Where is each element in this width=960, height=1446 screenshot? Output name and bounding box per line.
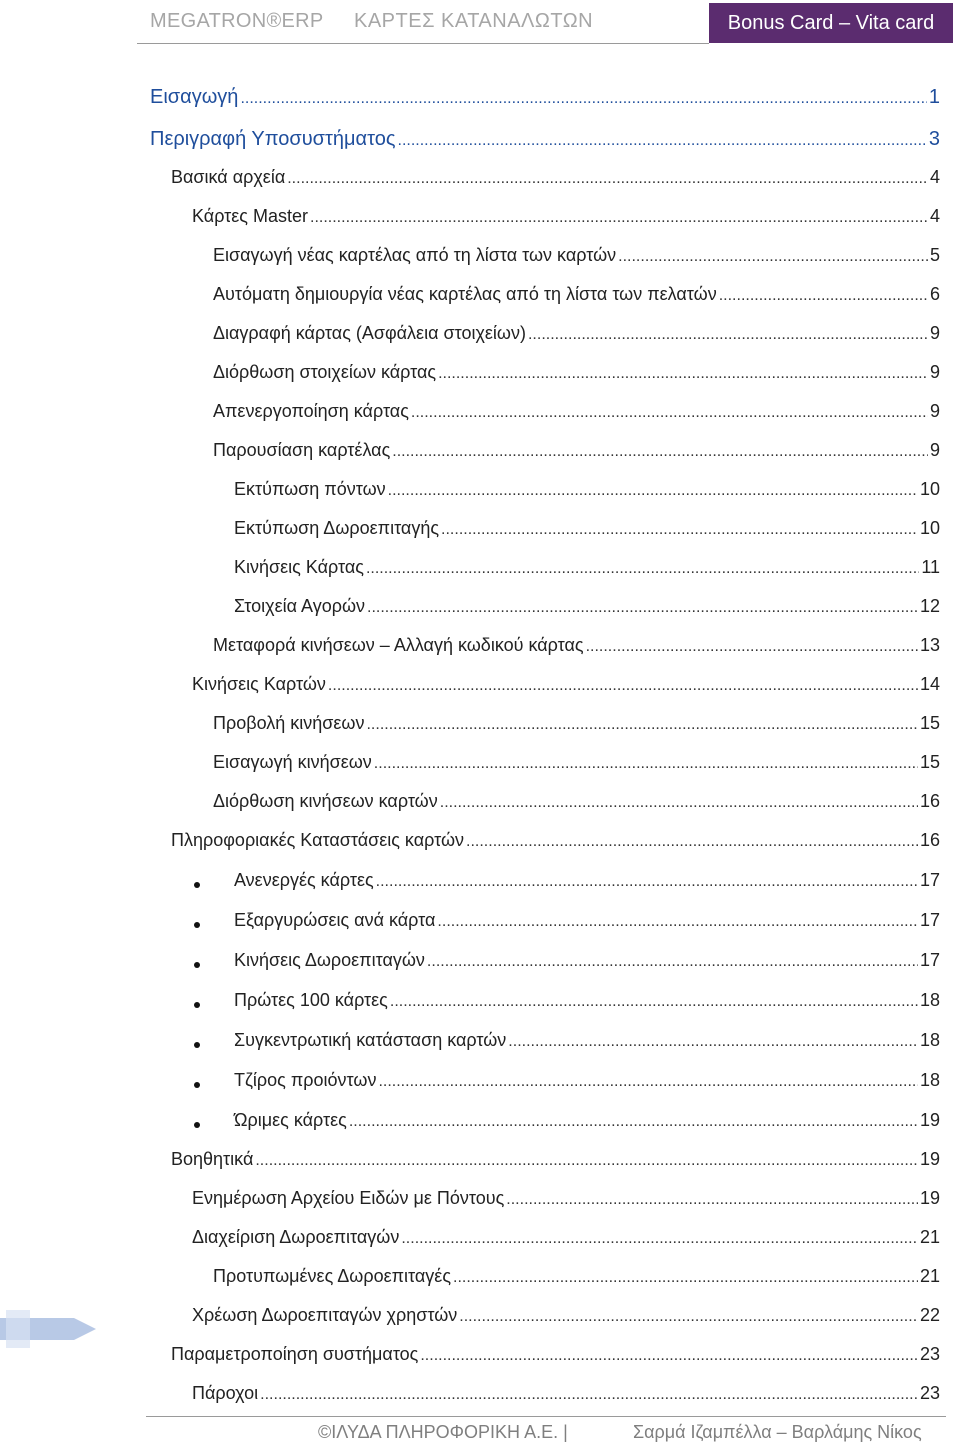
bullet-icon	[194, 962, 200, 968]
toc-page-number: 18	[919, 990, 940, 1010]
toc-entry[interactable]	[234, 1070, 940, 1098]
toc-entry[interactable]	[213, 440, 940, 468]
toc-entry[interactable]	[192, 206, 940, 234]
toc-dot-leader	[255, 1152, 918, 1170]
toc-page-number: 5	[929, 245, 940, 265]
toc-entry-title: Τζίρος προιόντων	[234, 1070, 377, 1090]
toc-page-number: 21	[919, 1266, 940, 1286]
toc-entry[interactable]	[171, 830, 940, 858]
toc-dot-leader	[420, 1347, 918, 1365]
toc-dot-leader	[466, 833, 918, 851]
toc-entry[interactable]	[213, 752, 940, 780]
toc-entry[interactable]	[171, 1149, 940, 1177]
toc-entry-title: Αυτόματη δημιουργία νέας καρτέλας από τη λίστα των πελατών	[213, 284, 717, 304]
document-subtitle: ΚΑΡΤΕΣ ΚΑΤΑΝΑΛΩΤΩΝ	[354, 10, 594, 32]
toc-entry-title: Διόρθωση στοιχείων κάρτας	[213, 362, 437, 382]
toc-page-number: 23	[919, 1383, 940, 1403]
toc-entry-title: Συγκεντρωτική κατάσταση καρτών	[234, 1030, 507, 1050]
bullet-icon	[194, 1042, 200, 1048]
toc-page-number: 17	[919, 950, 940, 970]
toc-dot-leader	[438, 365, 928, 383]
toc-entry[interactable]	[150, 86, 940, 114]
toc-page-number: 9	[929, 362, 940, 382]
toc-page-number: 9	[929, 323, 940, 343]
toc-page-number: 11	[921, 557, 940, 577]
toc-page-number: 4	[929, 167, 940, 187]
toc-dot-leader	[506, 1191, 918, 1209]
toc-page-number: 9	[929, 440, 940, 460]
toc-page-number: 16	[919, 830, 940, 850]
toc-entry[interactable]	[234, 596, 940, 624]
toc-dot-leader	[618, 248, 928, 266]
toc-entry[interactable]	[213, 323, 940, 351]
toc-entry[interactable]	[192, 674, 940, 702]
toc-page-number: 22	[919, 1305, 940, 1325]
toc-entry[interactable]	[213, 401, 940, 429]
toc-dot-leader	[388, 482, 918, 500]
toc-dot-leader	[427, 953, 918, 971]
toc-entry-title: Κάρτες Master	[192, 206, 308, 226]
toc-entry-title: Ανενεργές κάρτες	[234, 870, 374, 890]
toc-page-number: 12	[919, 596, 940, 616]
header-divider	[137, 43, 709, 44]
toc-page-number: 17	[919, 910, 940, 930]
bullet-icon	[194, 1002, 200, 1008]
toc-dot-leader	[310, 209, 928, 227]
toc-dot-leader	[367, 599, 918, 617]
toc-dot-leader	[401, 1230, 918, 1248]
toc-page-number: 13	[919, 635, 940, 655]
brand-title: MEGATRON®ERP	[150, 10, 324, 32]
toc-dot-leader	[328, 677, 918, 695]
toc-dot-leader	[440, 794, 918, 812]
toc-entry-title: Πάροχοι	[192, 1383, 259, 1403]
toc-entry-title: Μεταφορά κινήσεων – Αλλαγή κωδικού κάρτας	[213, 635, 584, 655]
toc-entry-title: Εκτύπωση πόντων	[234, 479, 386, 499]
toc-entry[interactable]	[213, 1266, 940, 1294]
toc-entry-title: Διαχείριση Δωροεπιταγών	[192, 1227, 400, 1247]
toc-entry[interactable]	[234, 1030, 940, 1058]
toc-entry[interactable]	[213, 713, 940, 741]
toc-entry[interactable]	[213, 362, 940, 390]
toc-page-number: 6	[929, 284, 940, 304]
toc-entry-title: Διαγραφή κάρτας (Ασφάλεια στοιχείων)	[213, 323, 526, 343]
toc-dot-leader	[719, 287, 928, 305]
toc-entry-title: Στοιχεία Αγορών	[234, 596, 366, 616]
toc-dot-leader	[459, 1308, 918, 1326]
toc-entry-title: Ώριμες κάρτες	[234, 1110, 347, 1130]
toc-entry-title: Προβολή κινήσεων	[213, 713, 365, 733]
toc-page-number: 15	[919, 713, 940, 733]
page-header	[137, 0, 953, 46]
toc-page-number: 1	[928, 86, 940, 108]
toc-entry[interactable]	[192, 1383, 940, 1411]
toc-entry[interactable]	[171, 167, 940, 195]
toc-entry[interactable]	[150, 128, 940, 156]
toc-page-number: 3	[928, 128, 940, 150]
toc-dot-leader	[586, 638, 918, 656]
toc-page-number: 9	[929, 401, 940, 421]
product-badge: Bonus Card – Vita card	[709, 3, 953, 43]
toc-entry[interactable]	[234, 910, 940, 938]
toc-entry-title: Εισαγωγή νέας καρτέλας από τη λίστα των καρτών	[213, 245, 617, 265]
toc-entry-title: Εξαργυρώσεις ανά κάρτα	[234, 910, 436, 930]
toc-entry[interactable]	[213, 284, 940, 312]
toc-page-number: 15	[919, 752, 940, 772]
toc-dot-leader	[392, 443, 928, 461]
bullet-icon	[194, 1082, 200, 1088]
toc-page-number: 4	[929, 206, 940, 226]
toc-dot-leader	[260, 1386, 918, 1404]
toc-dot-leader	[398, 132, 927, 150]
toc-entry[interactable]	[234, 990, 940, 1018]
toc-entry-title: Κινήσεις Δωροεπιταγών	[234, 950, 425, 970]
toc-dot-leader	[366, 716, 917, 734]
toc-entry-title: Πληροφοριακές Καταστάσεις καρτών	[171, 830, 465, 850]
toc-entry[interactable]	[234, 950, 940, 978]
toc-entry-title: Διόρθωση κινήσεων καρτών	[213, 791, 438, 811]
toc-dot-leader	[453, 1269, 918, 1287]
toc-entry-title: Πρώτες 100 κάρτες	[234, 990, 388, 1010]
toc-dot-leader	[374, 755, 918, 773]
toc-dot-leader	[378, 1073, 918, 1091]
toc-page-number: 10	[919, 518, 940, 538]
footer-divider	[146, 1416, 946, 1417]
decorative-arrow-shape	[0, 1306, 96, 1352]
toc-entry-title: Προτυπωμένες Δωροεπιταγές	[213, 1266, 451, 1286]
toc-entry-title: Απενεργοποίηση κάρτας	[213, 401, 409, 421]
toc-entry-title: Εισαγωγή	[150, 86, 239, 108]
toc-entry-title: Βοηθητικά	[171, 1149, 254, 1169]
toc-page-number: 19	[919, 1149, 940, 1169]
toc-entry[interactable]	[213, 245, 940, 273]
bullet-icon	[194, 882, 200, 888]
toc-entry[interactable]	[171, 1344, 940, 1372]
toc-dot-leader	[508, 1033, 918, 1051]
toc-entry[interactable]	[192, 1227, 940, 1255]
toc-entry[interactable]	[213, 635, 940, 663]
toc-page-number: 18	[919, 1030, 940, 1050]
toc-entry[interactable]	[192, 1188, 940, 1216]
toc-entry-title: Παρουσίαση καρτέλας	[213, 440, 391, 460]
toc-entry-title: Κινήσεις Καρτών	[192, 674, 326, 694]
toc-entry[interactable]	[234, 557, 940, 585]
toc-dot-leader	[441, 521, 918, 539]
toc-dot-leader	[366, 560, 919, 578]
footer-copyright: ©ΙΛΥΔΑ ΠΛΗΡΟΦΟΡΙΚΗ Α.Ε. |	[318, 1422, 568, 1442]
toc-page-number: 18	[919, 1070, 940, 1090]
toc-page-number: 10	[919, 479, 940, 499]
toc-dot-leader	[240, 90, 926, 108]
footer-authors: Σαρμά Ιζαμπέλλα – Βαρλάμης Νίκος	[633, 1422, 922, 1442]
toc-entry-title: Εκτύπωση Δωροεπιταγής	[234, 518, 440, 538]
toc-entry[interactable]	[192, 1305, 940, 1333]
toc-entry[interactable]	[234, 518, 940, 546]
toc-entry[interactable]	[213, 791, 940, 819]
toc-dot-leader	[376, 873, 918, 891]
toc-dot-leader	[349, 1113, 918, 1131]
toc-page-number: 16	[919, 791, 940, 811]
toc-dot-leader	[437, 913, 918, 931]
toc-entry-title: Κινήσεις Κάρτας	[234, 557, 364, 577]
toc-entry-title: Εισαγωγή κινήσεων	[213, 752, 372, 772]
toc-entry[interactable]	[234, 1110, 940, 1138]
toc-entry-title: Παραμετροποίηση συστήματος	[171, 1344, 419, 1364]
toc-entry-title: Βασικά αρχεία	[171, 167, 286, 187]
bullet-icon	[194, 922, 200, 928]
toc-page-number: 14	[919, 674, 940, 694]
toc-page-number: 19	[919, 1188, 940, 1208]
toc-dot-leader	[411, 404, 928, 422]
toc-entry-title: Περιγραφή Υποσυστήματος	[150, 128, 396, 150]
toc-dot-leader	[528, 326, 928, 344]
toc-page-number: 21	[919, 1227, 940, 1247]
toc-page-number: 23	[919, 1344, 940, 1364]
toc-entry[interactable]	[234, 479, 940, 507]
toc-entry-title: Χρέωση Δωροεπιταγών χρηστών	[192, 1305, 458, 1325]
toc-dot-leader	[390, 993, 918, 1011]
toc-dot-leader	[287, 170, 928, 188]
toc-page-number: 17	[919, 870, 940, 890]
toc-entry[interactable]	[234, 870, 940, 898]
toc-page-number: 19	[919, 1110, 940, 1130]
bullet-icon	[194, 1122, 200, 1128]
toc-entry-title: Ενημέρωση Αρχείου Ειδών με Πόντους	[192, 1188, 505, 1208]
